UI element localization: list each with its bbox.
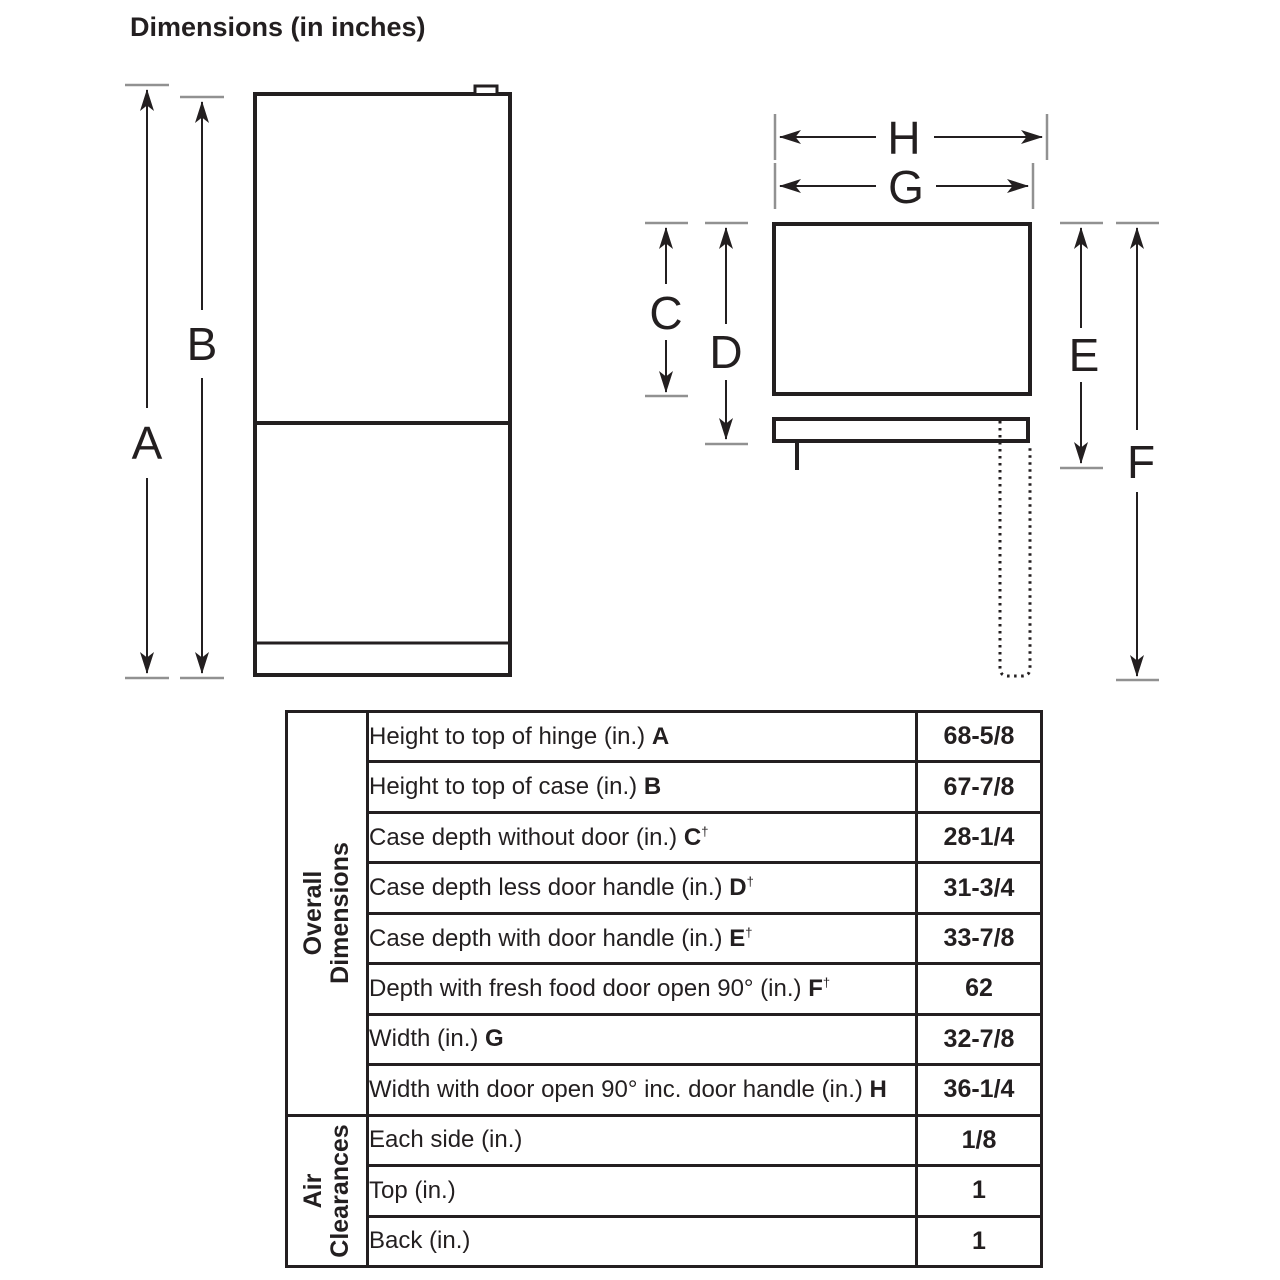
table-row [287, 1166, 1042, 1216]
table-row [287, 812, 1042, 862]
label-A: A [131, 417, 163, 469]
row-value: 32-7/8 [917, 1014, 1042, 1064]
row-label: Each side (in.) [368, 1115, 917, 1165]
row-value: 36-1/4 [917, 1065, 1042, 1115]
row-label: Depth with fresh food door open 90° (in.) F† [368, 964, 917, 1014]
row-label: Top (in.) [368, 1166, 917, 1216]
table-row [287, 1115, 1042, 1165]
row-value: 33-7/8 [917, 913, 1042, 963]
label-B: B [186, 318, 218, 370]
table-row [287, 712, 1042, 762]
top-hinge-tab [475, 86, 497, 93]
top-view [645, 112, 1159, 680]
row-label: Back (in.) [368, 1216, 917, 1266]
row-value: 62 [917, 964, 1042, 1014]
row-label: Height to top of case (in.) B [368, 762, 917, 812]
row-value: 28-1/4 [917, 812, 1042, 862]
row-value: 67-7/8 [917, 762, 1042, 812]
row-label: Case depth with door handle (in.) E† [368, 913, 917, 963]
row-label: Width (in.) G [368, 1014, 917, 1064]
label-E: E [1068, 329, 1100, 381]
table-row [287, 964, 1042, 1014]
table-row [287, 1216, 1042, 1266]
section-header-line: Overall [299, 870, 327, 956]
row-value: 1/8 [917, 1115, 1042, 1165]
row-label: Case depth less door handle (in.) D† [368, 863, 917, 913]
section-header-air-clearances [287, 1115, 368, 1266]
open-door-dotted-outline [1000, 421, 1030, 676]
row-value: 68-5/8 [917, 712, 1042, 762]
label-C: C [649, 287, 683, 339]
section-header-line: Air [299, 1173, 327, 1209]
row-label: Height to top of hinge (in.) A [368, 712, 917, 762]
front-view [125, 85, 510, 678]
row-value: 1 [917, 1166, 1042, 1216]
row-value: 1 [917, 1216, 1042, 1266]
section-header-line: Clearances [326, 1124, 354, 1258]
row-value: 31-3/4 [917, 863, 1042, 913]
label-H: H [887, 112, 921, 164]
row-label: Case depth without door (in.) C† [368, 812, 917, 862]
table-row [287, 1065, 1042, 1115]
spec-table [285, 710, 1043, 1268]
fridge-front-outline [255, 94, 510, 675]
case-top-outline [774, 224, 1030, 394]
page-title: Dimensions (in inches) [130, 12, 426, 42]
dimensions-table [285, 710, 1043, 1268]
table-row [287, 913, 1042, 963]
table-row [287, 1014, 1042, 1064]
label-G: G [888, 161, 924, 213]
label-D: D [709, 326, 743, 378]
row-label: Width with door open 90° inc. door handle (in.) H [368, 1065, 917, 1115]
table-row [287, 863, 1042, 913]
section-header-overall-dimensions [287, 712, 368, 1116]
table-row [287, 762, 1042, 812]
section-header-line: Dimensions [326, 842, 354, 985]
label-F: F [1126, 436, 1156, 488]
door-panel-outline [774, 419, 1028, 441]
